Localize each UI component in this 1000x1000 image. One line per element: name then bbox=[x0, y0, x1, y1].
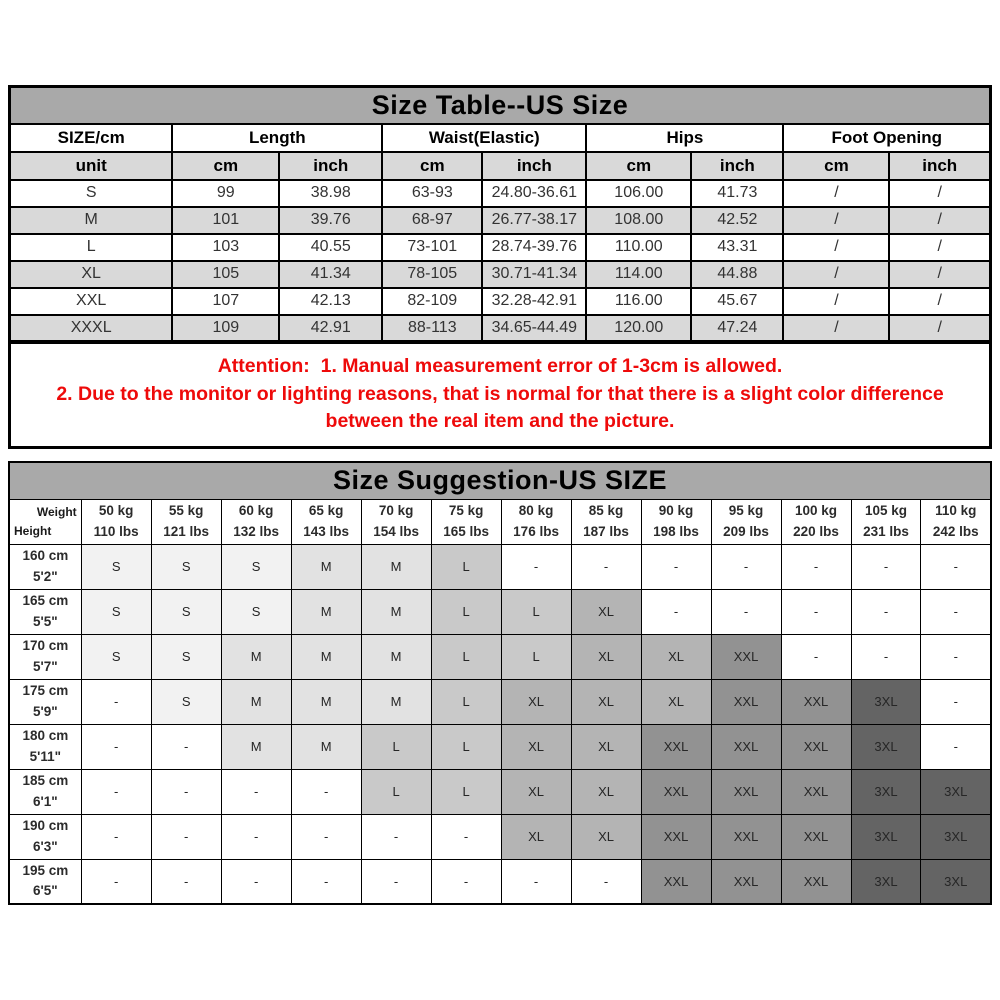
size-table bbox=[8, 85, 992, 343]
attention-line-2: 2. Due to the monitor or lighting reasons, that is normal for that there is a slight color difference between the real item and the picture. bbox=[56, 382, 944, 433]
measurement-cell: 47.24 bbox=[691, 315, 783, 342]
weight-header-row bbox=[9, 499, 991, 544]
suggestion-row bbox=[9, 544, 991, 589]
suggested-size-cell: - bbox=[431, 814, 501, 859]
weight-kg-label: 85 kg bbox=[588, 502, 624, 518]
suggested-size-cell: S bbox=[151, 589, 221, 634]
suggested-size-cell: XXL bbox=[641, 859, 711, 904]
suggested-size-cell: - bbox=[151, 859, 221, 904]
suggested-size-cell: - bbox=[851, 634, 921, 679]
suggested-size-cell: - bbox=[501, 859, 571, 904]
size-label-cell: XL bbox=[10, 261, 173, 288]
weight-kg-label: 60 kg bbox=[238, 502, 274, 518]
measurement-cell: 42.13 bbox=[279, 288, 382, 315]
suggested-size-cell: XXL bbox=[641, 724, 711, 769]
suggested-size-cell: S bbox=[221, 544, 291, 589]
suggested-size-cell: XXL bbox=[711, 634, 781, 679]
measurement-cell: 114.00 bbox=[586, 261, 691, 288]
suggested-size-cell: - bbox=[431, 859, 501, 904]
suggested-size-cell: XL bbox=[501, 679, 571, 724]
suggested-size-cell: XXL bbox=[781, 859, 851, 904]
suggested-size-cell: XL bbox=[571, 589, 641, 634]
suggested-size-cell: S bbox=[151, 544, 221, 589]
suggested-size-cell: - bbox=[711, 589, 781, 634]
suggested-size-cell: S bbox=[221, 589, 291, 634]
suggested-size-cell: M bbox=[221, 679, 291, 724]
measurement-cell: 103 bbox=[172, 234, 279, 261]
suggested-size-cell: 3XL bbox=[851, 724, 921, 769]
unit-header-cell: cm bbox=[382, 152, 482, 180]
measurement-cell: 38.98 bbox=[279, 180, 382, 207]
suggested-size-cell: XXL bbox=[641, 769, 711, 814]
weight-kg-label: 70 kg bbox=[378, 502, 414, 518]
measurement-cell: / bbox=[783, 180, 889, 207]
measurement-cell: / bbox=[783, 261, 889, 288]
suggested-size-cell: XXL bbox=[711, 859, 781, 904]
suggested-size-cell: - bbox=[571, 544, 641, 589]
weight-header-cell bbox=[781, 499, 851, 544]
height-label-cell bbox=[9, 634, 81, 679]
height-ft-label: 6'1" bbox=[33, 793, 58, 809]
weight-kg-label: 95 kg bbox=[728, 502, 764, 518]
suggested-size-cell: L bbox=[501, 634, 571, 679]
suggested-size-cell: - bbox=[221, 814, 291, 859]
suggested-size-cell: L bbox=[431, 634, 501, 679]
measurement-cell: / bbox=[889, 234, 990, 261]
suggested-size-cell: L bbox=[501, 589, 571, 634]
measurement-cell: 45.67 bbox=[691, 288, 783, 315]
suggestion-row bbox=[9, 679, 991, 724]
height-label-cell bbox=[9, 859, 81, 904]
unit-header-cell: cm bbox=[783, 152, 889, 180]
measurement-cell: 32.28-42.91 bbox=[482, 288, 586, 315]
suggested-size-cell: M bbox=[221, 724, 291, 769]
height-cm-label: 195 cm bbox=[22, 863, 69, 879]
weight-kg-label: 75 kg bbox=[448, 502, 484, 518]
size-table-row bbox=[10, 261, 991, 288]
weight-kg-label: 90 kg bbox=[658, 502, 694, 518]
height-ft-label: 5'9" bbox=[33, 703, 58, 719]
size-suggestion-title: Size Suggestion-US SIZE bbox=[9, 462, 991, 499]
measurement-cell: 44.88 bbox=[691, 261, 783, 288]
height-cm-label: 170 cm bbox=[22, 638, 69, 654]
size-table-row bbox=[10, 315, 991, 342]
suggested-size-cell: 3XL bbox=[851, 769, 921, 814]
measurement-cell: 101 bbox=[172, 207, 279, 234]
measurement-cell: 41.34 bbox=[279, 261, 382, 288]
suggested-size-cell: - bbox=[81, 814, 151, 859]
unit-header-cell: cm bbox=[586, 152, 691, 180]
measurement-cell: 99 bbox=[172, 180, 279, 207]
weight-header-cell bbox=[501, 499, 571, 544]
suggested-size-cell: 3XL bbox=[851, 679, 921, 724]
measurement-cell: / bbox=[889, 261, 990, 288]
weight-kg-label: 110 kg bbox=[935, 502, 977, 518]
measurement-cell: / bbox=[783, 315, 889, 342]
weight-lbs-label: 231 lbs bbox=[863, 523, 909, 539]
measurement-cell: 82-109 bbox=[382, 288, 482, 315]
suggested-size-cell: XXL bbox=[781, 814, 851, 859]
measurement-cell: / bbox=[783, 207, 889, 234]
weight-lbs-label: 242 lbs bbox=[932, 523, 979, 539]
suggested-size-cell: 3XL bbox=[851, 814, 921, 859]
suggested-size-cell: - bbox=[221, 859, 291, 904]
suggested-size-cell: - bbox=[571, 859, 641, 904]
weight-lbs-label: 154 lbs bbox=[373, 523, 419, 539]
weight-kg-label: 55 kg bbox=[168, 502, 204, 518]
unit-header-cell: inch bbox=[691, 152, 783, 180]
suggested-size-cell: S bbox=[81, 589, 151, 634]
size-table-unit-header-row bbox=[10, 152, 991, 180]
corner-height-label: Height bbox=[14, 523, 52, 538]
suggested-size-cell: XXL bbox=[711, 769, 781, 814]
suggested-size-cell: XXL bbox=[781, 679, 851, 724]
size-table-row bbox=[10, 234, 991, 261]
suggested-size-cell: - bbox=[921, 724, 991, 769]
suggested-size-cell: - bbox=[81, 679, 151, 724]
suggested-size-cell: XL bbox=[571, 724, 641, 769]
weight-header-cell bbox=[361, 499, 431, 544]
height-ft-label: 5'11" bbox=[29, 748, 62, 764]
suggestion-row bbox=[9, 724, 991, 769]
suggested-size-cell: 3XL bbox=[851, 859, 921, 904]
weight-lbs-label: 110 lbs bbox=[93, 523, 139, 539]
measurement-cell: 26.77-38.17 bbox=[482, 207, 586, 234]
suggested-size-cell: - bbox=[851, 544, 921, 589]
suggested-size-cell: L bbox=[431, 589, 501, 634]
measurement-cell: 40.55 bbox=[279, 234, 382, 261]
suggested-size-cell: L bbox=[361, 769, 431, 814]
size-label-cell: S bbox=[10, 180, 173, 207]
measurement-cell: 107 bbox=[172, 288, 279, 315]
suggested-size-cell: M bbox=[291, 724, 361, 769]
height-cm-label: 180 cm bbox=[22, 728, 69, 744]
measurement-cell: 43.31 bbox=[691, 234, 783, 261]
measurement-cell: 42.91 bbox=[279, 315, 382, 342]
measurement-cell: 68-97 bbox=[382, 207, 482, 234]
suggested-size-cell: L bbox=[431, 724, 501, 769]
suggested-size-cell: - bbox=[921, 544, 991, 589]
column-group-size: SIZE/cm bbox=[10, 124, 173, 152]
height-ft-label: 5'5" bbox=[33, 613, 58, 629]
weight-header-cell bbox=[851, 499, 921, 544]
height-ft-label: 6'3" bbox=[33, 838, 58, 854]
weight-lbs-label: 198 lbs bbox=[653, 523, 699, 539]
weight-header-cell bbox=[711, 499, 781, 544]
suggested-size-cell: S bbox=[151, 634, 221, 679]
suggested-size-cell: XL bbox=[501, 724, 571, 769]
measurement-cell: 28.74-39.76 bbox=[482, 234, 586, 261]
suggested-size-cell: - bbox=[151, 814, 221, 859]
suggested-size-cell: - bbox=[221, 769, 291, 814]
unit-header-cell: inch bbox=[889, 152, 990, 180]
height-label-cell bbox=[9, 724, 81, 769]
weight-height-corner-cell bbox=[9, 499, 81, 544]
measurement-cell: 105 bbox=[172, 261, 279, 288]
measurement-cell: / bbox=[783, 234, 889, 261]
suggested-size-cell: S bbox=[81, 544, 151, 589]
suggested-size-cell: XXL bbox=[711, 814, 781, 859]
weight-header-cell bbox=[921, 499, 991, 544]
suggested-size-cell: - bbox=[921, 634, 991, 679]
suggested-size-cell: M bbox=[291, 589, 361, 634]
weight-lbs-label: 187 lbs bbox=[583, 523, 629, 539]
height-ft-label: 5'2" bbox=[33, 568, 58, 584]
weight-kg-label: 50 kg bbox=[98, 502, 134, 518]
suggested-size-cell: - bbox=[81, 769, 151, 814]
weight-lbs-label: 176 lbs bbox=[513, 523, 559, 539]
height-cm-label: 160 cm bbox=[22, 548, 69, 564]
suggested-size-cell: M bbox=[291, 634, 361, 679]
measurement-cell: / bbox=[889, 207, 990, 234]
suggested-size-cell: - bbox=[291, 769, 361, 814]
column-group: Hips bbox=[586, 124, 783, 152]
size-table-row bbox=[10, 288, 991, 315]
column-group: Waist(Elastic) bbox=[382, 124, 586, 152]
suggested-size-cell: - bbox=[781, 634, 851, 679]
measurement-cell: / bbox=[889, 288, 990, 315]
size-table-title-row bbox=[10, 87, 991, 124]
suggestion-row bbox=[9, 814, 991, 859]
suggested-size-cell: XXL bbox=[641, 814, 711, 859]
measurement-cell: 78-105 bbox=[382, 261, 482, 288]
weight-lbs-label: 143 lbs bbox=[303, 523, 349, 539]
weight-header-cell bbox=[431, 499, 501, 544]
weight-lbs-label: 220 lbs bbox=[793, 523, 839, 539]
measurement-cell: 110.00 bbox=[586, 234, 691, 261]
weight-kg-label: 100 kg bbox=[794, 502, 838, 518]
suggested-size-cell: - bbox=[851, 589, 921, 634]
suggested-size-cell: M bbox=[361, 679, 431, 724]
height-label-cell bbox=[9, 589, 81, 634]
suggested-size-cell: XL bbox=[571, 814, 641, 859]
weight-header-cell bbox=[291, 499, 361, 544]
suggested-size-cell: S bbox=[81, 634, 151, 679]
weight-header-cell bbox=[641, 499, 711, 544]
measurement-cell: 116.00 bbox=[586, 288, 691, 315]
suggested-size-cell: - bbox=[641, 589, 711, 634]
measurement-cell: 73-101 bbox=[382, 234, 482, 261]
suggested-size-cell: - bbox=[781, 544, 851, 589]
suggested-size-cell: - bbox=[781, 589, 851, 634]
size-table-title: Size Table--US Size bbox=[10, 87, 991, 124]
column-group: Foot Opening bbox=[783, 124, 990, 152]
suggested-size-cell: M bbox=[291, 544, 361, 589]
size-table-group-header-row bbox=[10, 124, 991, 152]
weight-kg-label: 65 kg bbox=[308, 502, 344, 518]
suggested-size-cell: XXL bbox=[711, 724, 781, 769]
attention-note bbox=[8, 342, 992, 449]
height-label-cell bbox=[9, 769, 81, 814]
size-label-cell: M bbox=[10, 207, 173, 234]
measurement-cell: 30.71-41.34 bbox=[482, 261, 586, 288]
measurement-cell: 106.00 bbox=[586, 180, 691, 207]
measurement-cell: 42.52 bbox=[691, 207, 783, 234]
height-cm-label: 175 cm bbox=[22, 683, 69, 699]
suggested-size-cell: L bbox=[361, 724, 431, 769]
height-label-cell bbox=[9, 679, 81, 724]
weight-header-cell bbox=[81, 499, 151, 544]
suggested-size-cell: M bbox=[361, 544, 431, 589]
measurement-cell: 24.80-36.61 bbox=[482, 180, 586, 207]
weight-header-cell bbox=[221, 499, 291, 544]
measurement-cell: 109 bbox=[172, 315, 279, 342]
corner-weight-label: Weight bbox=[36, 504, 77, 519]
size-table-row bbox=[10, 180, 991, 207]
suggested-size-cell: - bbox=[501, 544, 571, 589]
measurement-cell: 120.00 bbox=[586, 315, 691, 342]
suggested-size-cell: - bbox=[641, 544, 711, 589]
suggested-size-cell: L bbox=[431, 769, 501, 814]
suggested-size-cell: M bbox=[291, 679, 361, 724]
suggested-size-cell: - bbox=[81, 724, 151, 769]
suggested-size-cell: XL bbox=[571, 679, 641, 724]
suggested-size-cell: 3XL bbox=[921, 769, 991, 814]
suggested-size-cell: XXL bbox=[781, 769, 851, 814]
weight-header-cell bbox=[571, 499, 641, 544]
suggested-size-cell: XL bbox=[501, 769, 571, 814]
attention-line-1: Attention: 1. Manual measurement error of 1-3cm is allowed. bbox=[217, 355, 783, 377]
suggested-size-cell: - bbox=[291, 859, 361, 904]
size-label-cell: XXXL bbox=[10, 315, 173, 342]
size-label-cell: XXL bbox=[10, 288, 173, 315]
measurement-cell: 34.65-44.49 bbox=[482, 315, 586, 342]
weight-lbs-label: 165 lbs bbox=[443, 523, 489, 539]
height-ft-label: 6'5" bbox=[33, 883, 58, 899]
suggestion-row bbox=[9, 589, 991, 634]
unit-header-cell: inch bbox=[279, 152, 382, 180]
weight-lbs-label: 209 lbs bbox=[723, 523, 769, 539]
unit-header-cell: inch bbox=[482, 152, 586, 180]
unit-header-cell: cm bbox=[172, 152, 279, 180]
suggested-size-cell: - bbox=[361, 859, 431, 904]
suggested-size-cell: M bbox=[361, 589, 431, 634]
height-ft-label: 5'7" bbox=[33, 658, 58, 674]
suggested-size-cell: - bbox=[921, 679, 991, 724]
suggested-size-cell: XL bbox=[501, 814, 571, 859]
suggested-size-cell: - bbox=[361, 814, 431, 859]
suggested-size-cell: - bbox=[81, 859, 151, 904]
suggested-size-cell: - bbox=[711, 544, 781, 589]
weight-lbs-label: 132 lbs bbox=[233, 523, 280, 539]
size-suggestion-table bbox=[8, 461, 992, 905]
suggested-size-cell: - bbox=[151, 769, 221, 814]
size-table-row bbox=[10, 207, 991, 234]
measurement-cell: 108.00 bbox=[586, 207, 691, 234]
weight-kg-label: 105 kg bbox=[864, 502, 907, 518]
unit-label: unit bbox=[10, 152, 173, 180]
height-label-cell bbox=[9, 544, 81, 589]
suggested-size-cell: - bbox=[921, 589, 991, 634]
suggested-size-cell: - bbox=[291, 814, 361, 859]
suggested-size-cell: M bbox=[361, 634, 431, 679]
height-label-cell bbox=[9, 814, 81, 859]
suggestion-row bbox=[9, 634, 991, 679]
measurement-cell: / bbox=[889, 315, 990, 342]
measurement-cell: 39.76 bbox=[279, 207, 382, 234]
weight-header-cell bbox=[151, 499, 221, 544]
suggested-size-cell: M bbox=[221, 634, 291, 679]
measurement-cell: 41.73 bbox=[691, 180, 783, 207]
suggested-size-cell: XL bbox=[571, 634, 641, 679]
weight-kg-label: 80 kg bbox=[518, 502, 554, 518]
suggested-size-cell: L bbox=[431, 544, 501, 589]
weight-lbs-label: 121 lbs bbox=[163, 523, 210, 539]
suggestion-row bbox=[9, 769, 991, 814]
size-suggestion-title-row bbox=[9, 462, 991, 499]
suggested-size-cell: L bbox=[431, 679, 501, 724]
suggested-size-cell: XXL bbox=[711, 679, 781, 724]
size-label-cell: L bbox=[10, 234, 173, 261]
suggested-size-cell: 3XL bbox=[921, 859, 991, 904]
height-cm-label: 185 cm bbox=[22, 773, 69, 789]
suggested-size-cell: S bbox=[151, 679, 221, 724]
column-group: Length bbox=[172, 124, 382, 152]
suggestion-row bbox=[9, 859, 991, 904]
height-cm-label: 190 cm bbox=[22, 818, 69, 834]
suggested-size-cell: 3XL bbox=[921, 814, 991, 859]
suggested-size-cell: XL bbox=[571, 769, 641, 814]
measurement-cell: 88-113 bbox=[382, 315, 482, 342]
suggested-size-cell: XXL bbox=[781, 724, 851, 769]
measurement-cell: / bbox=[889, 180, 990, 207]
height-cm-label: 165 cm bbox=[22, 593, 69, 609]
measurement-cell: / bbox=[783, 288, 889, 315]
measurement-cell: 63-93 bbox=[382, 180, 482, 207]
suggested-size-cell: XL bbox=[641, 679, 711, 724]
suggested-size-cell: XL bbox=[641, 634, 711, 679]
suggested-size-cell: - bbox=[151, 724, 221, 769]
